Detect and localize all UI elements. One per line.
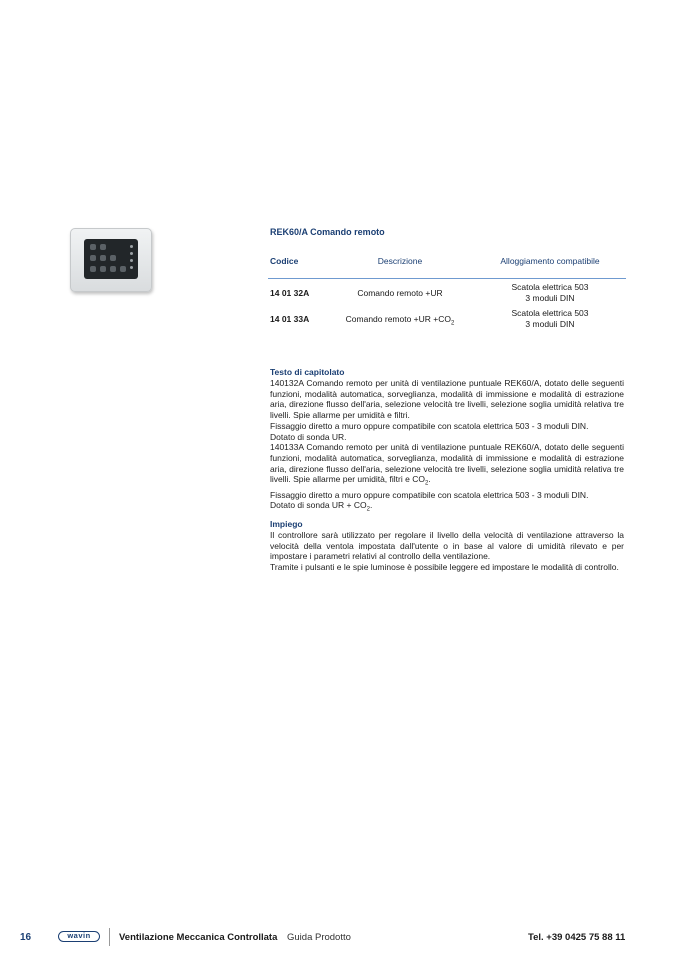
control-panel (84, 239, 138, 279)
usage-paragraph: Tramite i pulsanti e le spie luminose è possibile leggere ed impostare le modalità di controllo. (270, 562, 619, 573)
cell-housing-line1: Scatola elettrica 503 (511, 282, 589, 292)
panel-button-icon (100, 255, 106, 261)
panel-button-icon (100, 266, 106, 272)
cell-description-subscript: 2 (451, 320, 455, 327)
panel-button-icon (90, 255, 96, 261)
specs-paragraph: Fissaggio diretto a muro oppure compatibile con scatola elettrica 503 - 3 moduli DIN. (270, 420, 589, 431)
cell-housing (490, 282, 610, 304)
specs-text (270, 378, 624, 516)
specs-paragraph: Dotato di sonda UR. (270, 431, 347, 442)
status-led-icon (130, 252, 133, 255)
specs-paragraph: Fissaggio diretto a muro oppure compatibile con scatola elettrica 503 - 3 moduli DIN. (270, 489, 589, 500)
page-number: 16 (20, 932, 32, 943)
footer-title: Ventilazione Meccanica Controllata (119, 932, 278, 943)
table-header-description: Descrizione (377, 256, 423, 266)
cell-housing (490, 308, 610, 330)
panel-button-icon (110, 266, 116, 272)
specs-paragraph-text: Dotato di sonda UR + CO (270, 500, 367, 511)
panel-button-icon (90, 266, 96, 272)
table-header-housing: Alloggiamento compatibile (500, 256, 600, 266)
cell-code: 14 01 32A (270, 288, 310, 298)
panel-button-icon (110, 255, 116, 261)
footer-subtitle: Guida Prodotto (287, 932, 351, 943)
cell-description (332, 288, 468, 298)
table-header-code: Codice (270, 256, 299, 266)
usage-title: Impiego (270, 519, 303, 529)
cell-housing-line1: Scatola elettrica 503 (511, 308, 589, 318)
footer-phone: Tel. +39 0425 75 88 11 (528, 932, 626, 943)
usage-text (270, 530, 624, 573)
specs-paragraph-end: . (369, 500, 373, 511)
product-image-remote-control (70, 228, 152, 292)
usage-paragraph: Il controllore sarà utilizzato per regolare il livello della velocità di ventilazione attraverso la velocità della ventola impostata dall'utente o in base al valore di umidità rilevato e per impostare i parametri relativi al controllo della ventilazione. (270, 530, 624, 562)
status-led-icon (130, 266, 133, 269)
table-row (268, 308, 626, 334)
cell-description-text: Comando remoto +UR +CO (345, 314, 451, 324)
footer-divider (109, 928, 110, 946)
specs-subscript: 2 (366, 507, 370, 514)
panel-button-icon (90, 244, 96, 250)
brand-logo: wavin (58, 931, 100, 942)
specs-paragraph (270, 500, 624, 515)
specs-paragraph: 140132A Comando remoto per unità di ventilazione puntuale REK60/A, dotato delle seguenti funzioni, modalità automatica, sorveglianza, modalità di immissione e modalità di estrazione aria, direzione flusso dell'aria, selezione velocità tre livelli, selezione soglia umidità relativa tre livelli. Spie allarme per umidità e filtri. (270, 378, 624, 421)
cell-housing-line2: 3 moduli DIN (525, 293, 575, 303)
panel-button-icon (100, 244, 106, 250)
cell-description (332, 314, 468, 327)
status-led-icon (130, 245, 133, 248)
cell-description-text: Comando remoto +UR (357, 288, 443, 298)
table-divider (268, 278, 626, 279)
specs-subscript: 2 (424, 481, 429, 488)
cell-code: 14 01 33A (270, 314, 310, 324)
specs-paragraph-text: 140133A Comando remoto per unità di ventilazione puntuale REK60/A, dotato delle seguenti funzioni, modalità automatica, sorveglianza, modalità di immissione e modalità di estrazione aria, direzione flusso dell'aria, selezione velocità tre livelli, selezione soglia umidità relativa tre livelli. Spie allarme per umidità, filtri e CO (270, 442, 624, 485)
cell-housing-line2: 3 moduli DIN (525, 319, 575, 329)
product-title: REK60/A Comando remoto (270, 227, 385, 237)
specs-paragraph-end: . (428, 474, 431, 485)
specs-title: Testo di capitolato (270, 367, 345, 377)
panel-button-icon (120, 266, 126, 272)
status-led-icon (130, 259, 133, 262)
specs-paragraph (270, 442, 624, 490)
table-row (268, 282, 626, 308)
